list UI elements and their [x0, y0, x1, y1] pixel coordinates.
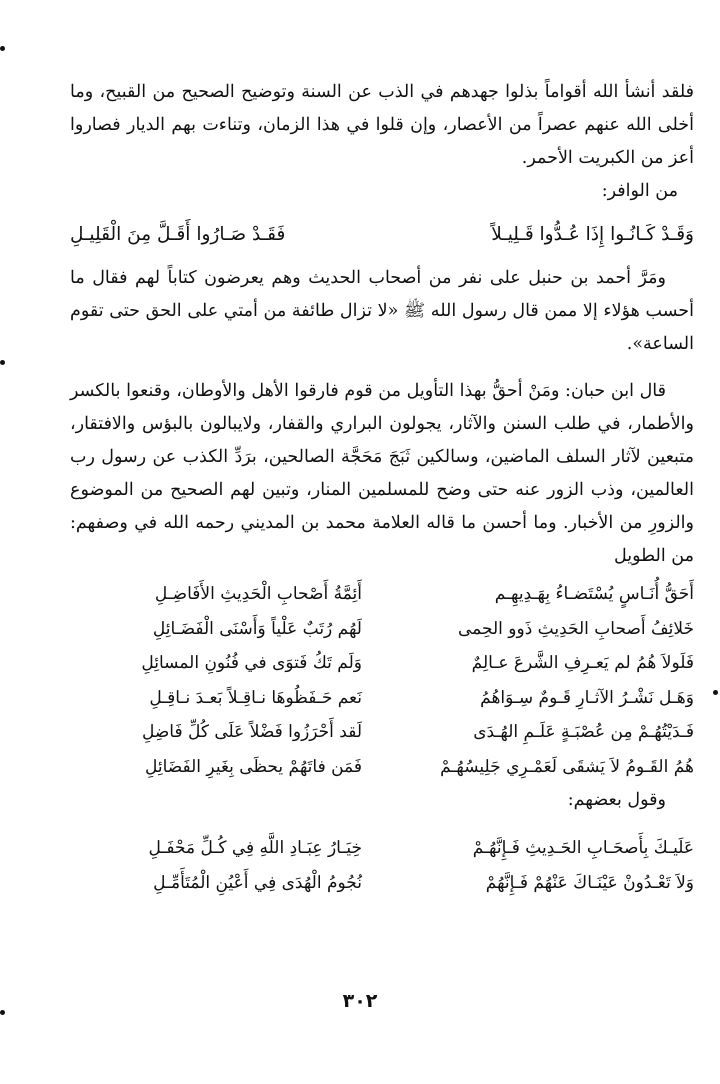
poem-line [70, 646, 694, 681]
poem-second-hemistich: لَقد أَحْرَزُوا فَضْلاً عَلَى كُلِّ فَاضِلِ [141, 722, 362, 742]
poem-second-hemistich: فَمَن فاتَهُمْ يحظَى بِغَيرِ الفَضَائِلِ [145, 756, 362, 777]
verse-second-hemistich: فَقَـدْ صَـارُوا أَقَـلَّ مِنَ الْقَلِيـلِ [70, 224, 286, 245]
heading-another-poet: وقول بعضهم: [567, 790, 666, 810]
poem-second-hemistich: أَئِمَّةُ أَصْحابِ الْحَدِيثِ الأَفَاضِـلِ [154, 584, 362, 604]
poem-line [70, 681, 694, 716]
poem-first-hemistich: هُمُ القَـومُ لاَ يَشقَى لَعَمْـرِي جَلِيسُهُـمْ [440, 756, 694, 777]
poem-line [70, 715, 694, 750]
poem-second-hemistich: لَهُم رُتَبٌ عَلْياً وَأَسْنَى الْفَضَـائِلِ [152, 618, 362, 639]
poem-line [70, 750, 694, 785]
poem-second-hemistich: وَلَم تَكُ فَتوَى في فُنُونِ المسائِلِ [141, 653, 362, 673]
poem-first-hemistich: وَهَـل نَشْـرُ الآثـارِ قَـومٌ سِـوَاهُمُ [480, 687, 694, 708]
poem-second-hemistich: خِيَـارُ عِبَـادِ اللَّهِ فِي كُـلِّ مَحْفَـلِ [148, 838, 362, 858]
paragraph-ahmad: ومَرَّ أحمد بن حنبل على نفر من أصحاب الحديث وهم يعرضون كتاباً لهم فقال ما أحسب هؤلاء إلا ممن قال رسول الله ﷺ «لا تزال طائفة من أمتي على الحق حتى تقوم الساعة». [70, 268, 694, 354]
poem-line [70, 612, 694, 647]
poem-line [70, 866, 694, 901]
verse-first-hemistich: وَقَـدْ كَـانُـوا إِذَا عُـدُّوا قَـلِيـلاً [491, 224, 694, 245]
paragraph-ibn-hibban: قال ابن حبان: ومَنْ أحقُّ بهذا التأويل من قوم فارقوا الأهل والأوطان، وقنعوا بالكسر والأطمار، في طلب السنن والآثار، يجولون البراري والقفار، ولايبالون بالبؤس والافتقار، متبعين لآثار السلف الماضين، وسالكين ثَبَجَ مَحَجَّة الصالحين، برَدِّ الكذب عن رسول رب العالمين، وذب الزور عنه حتى وضح للمسلمين المنار، وتبين لهم الصحيح من الموضوع والزورِ من الأخبار. وما أحسن ما قاله العلامة محمد بن المديني رحمه الله في وصفهم: من الطويل [70, 381, 694, 566]
poem-line [70, 831, 694, 866]
page-body [70, 76, 694, 900]
poem-line [70, 577, 694, 612]
verse-wafir [70, 218, 694, 252]
poem-first-hemistich: وَلاَ تَعْـدُونْ عَيْنَـاكَ عَنْهُمْ فَـإِنَّهُمْ [485, 872, 694, 893]
poem-first-hemistich: أَحَقُّ أُنَـاسٍ يُسْتَضـاءُ بِهَـدِيهِـم [494, 584, 694, 604]
poem-second-hemistich: نَعم حَـفَظُوهَا نـاقِـلاً بَعـدَ نـاقِـلِ [149, 687, 362, 708]
poem-second-hemistich: نُجُومُ الْهُدَى فِي أَعْيُنِ الْمُتَأَمِّـلِ [153, 872, 362, 893]
edge-mark-top [0, 46, 5, 51]
page-number: ٣٠٢ [342, 990, 378, 1012]
edge-mark-lower [713, 690, 718, 695]
edge-mark-middle [0, 360, 5, 365]
poem-first-hemistich: فَلَولاَ هُمُ لم يَعـرِفِ الشَّرعَ عـالِمٌ [471, 653, 694, 673]
poem-first-hemistich: عَلَيـكَ بِأَصحَـابِ الحَـدِيثِ فَـإِنَّهُـمْ [472, 838, 694, 858]
poem-madini [70, 577, 694, 784]
paragraph-intro: فلقد أنشأ الله أقواماً بذلوا جهدهم في الذب عن السنة وتوضيح الصحيح من القبيح، وما أخلى الله عنهم عصراً من الأعصار، وإن قلوا في هذا الزمان، وتناءت بهم الديار فصاروا أعز من الكبريت الأحمر. [70, 82, 694, 168]
poem-first-hemistich: خَلائِفُ أَصحابِ الحَدِيثِ ذَوو الحِمى [458, 618, 694, 639]
poem-hadith-people [70, 831, 694, 900]
meter-heading-wafir: من الوافر: [601, 181, 678, 201]
poem-first-hemistich: فَـدَيْتُهُـمْ مِن عُصْبَـةٍ عَلَـمِ الهُـدَى [473, 722, 694, 742]
